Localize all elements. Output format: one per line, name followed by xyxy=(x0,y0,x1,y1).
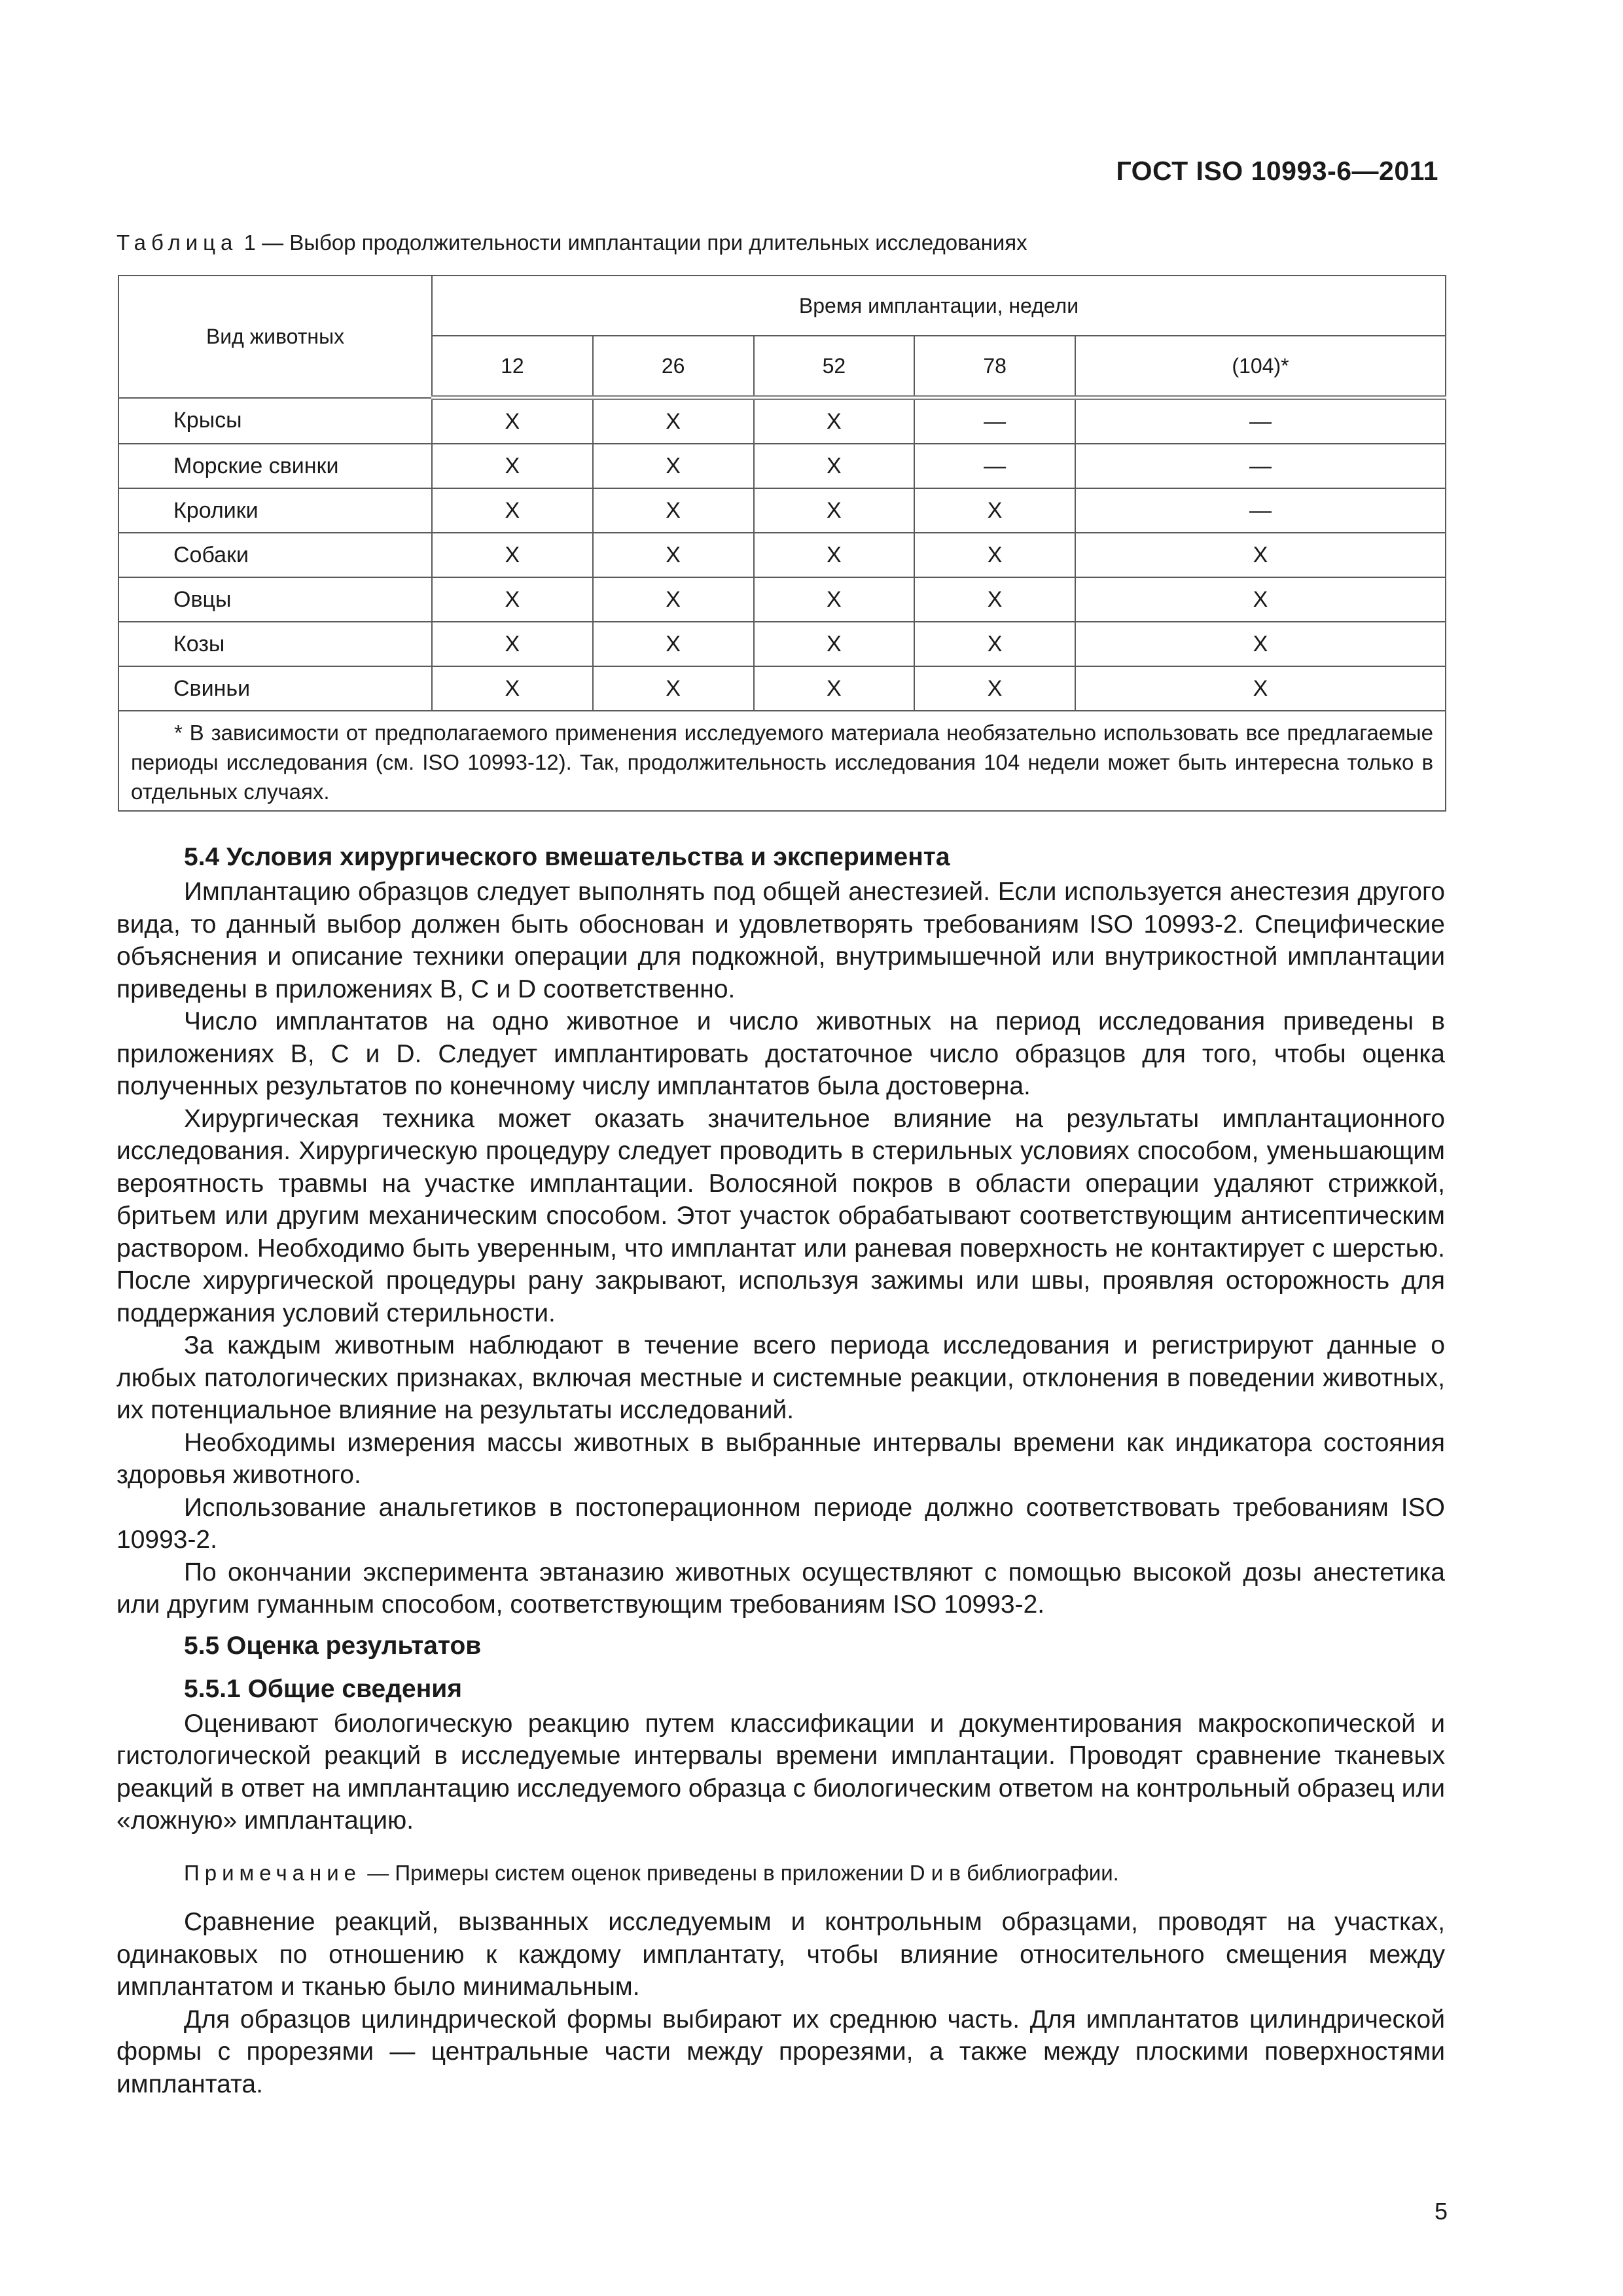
mark-cell: X xyxy=(593,577,754,622)
mark-cell: X xyxy=(593,488,754,533)
note-label: Примечание xyxy=(184,1860,362,1885)
table-footnote xyxy=(118,711,1446,811)
section-heading-5-4: 5.4 Условия хирургического вмешательства и эксперимента xyxy=(184,843,950,871)
mark-cell: X xyxy=(432,577,593,622)
table-caption-number: 1 xyxy=(243,230,256,255)
paragraph: Для образцов цилиндрической формы выбирают их среднюю часть. Для имплантатов цилиндрической формы с прорезями — центральные части между прорезями, а также между плоскими поверхностями имплантата. xyxy=(116,2005,1445,2098)
mark-cell: X xyxy=(432,533,593,577)
table-footnote-row xyxy=(118,711,1446,811)
mark-cell: X xyxy=(593,398,754,444)
col-header-week: (104)* xyxy=(1075,336,1446,398)
table-row xyxy=(118,577,1446,622)
table-row xyxy=(118,398,1446,444)
animal-cell: Свиньи xyxy=(118,666,432,711)
table-caption-text: — Выбор продолжительности имплантации при длительных исследованиях xyxy=(262,230,1027,255)
table-row xyxy=(118,488,1446,533)
mark-cell: X xyxy=(432,398,593,444)
animal-cell: Собаки xyxy=(118,533,432,577)
mark-cell: X xyxy=(593,622,754,666)
page-number: 5 xyxy=(1434,2198,1448,2225)
paragraph: Использование анальгетиков в постоперационном периоде должно соответствовать требованиям ISO 10993-2. xyxy=(116,1493,1445,1554)
table-row xyxy=(118,533,1446,577)
mark-cell: X xyxy=(432,488,593,533)
mark-cell: X xyxy=(754,398,915,444)
mark-cell: X xyxy=(432,666,593,711)
col-header-animal: Вид животных xyxy=(118,276,432,398)
table-row xyxy=(118,666,1446,711)
mark-cell: X xyxy=(754,488,915,533)
section-heading-5-5: 5.5 Оценка результатов xyxy=(184,1631,482,1660)
table-footnote-text: * В зависимости от предполагаемого применения исследуемого материала необязательно использовать все предлагаемые периоды исследования (см. ISO 10993-12). Так, продолжительность исследования 104 недели может быть интересна только в отдельных случаях. xyxy=(131,721,1433,804)
mark-cell: — xyxy=(1075,444,1446,488)
mark-cell: X xyxy=(914,533,1075,577)
table-caption xyxy=(116,230,1524,255)
document-header: ГОСТ ISO 10993-6—2011 xyxy=(1116,156,1438,186)
col-header-week: 12 xyxy=(432,336,593,398)
mark-cell: X xyxy=(432,622,593,666)
mark-cell: X xyxy=(593,533,754,577)
mark-cell: X xyxy=(754,533,915,577)
animal-cell: Крысы xyxy=(118,398,432,444)
mark-cell: X xyxy=(593,666,754,711)
col-header-week: 52 xyxy=(754,336,915,398)
note-text: — Примеры систем оценок приведены в приложении D и в библиографии. xyxy=(367,1860,1119,1885)
mark-cell: X xyxy=(914,488,1075,533)
mark-cell: X xyxy=(914,577,1075,622)
animal-cell: Морские свинки xyxy=(118,444,432,488)
col-header-week: 26 xyxy=(593,336,754,398)
col-header-week: 78 xyxy=(914,336,1075,398)
mark-cell: — xyxy=(914,444,1075,488)
paragraph: За каждым животным наблюдают в течение всего периода исследования и регистрируют данные о любых патологических признаках, включая местные и системные реакции, отклонения в поведении животных, их потенциальное влияние на результаты исследований. xyxy=(116,1331,1445,1424)
paragraph: Необходимы измерения массы животных в выбранные интервалы времени как индикатора состояния здоровья животного. xyxy=(116,1428,1445,1489)
paragraph: Имплантацию образцов следует выполнять под общей анестезией. Если используется анестезия другого вида, то данный выбор должен быть обоснован и удовлетворять требованиям ISO 10993-2. Специфические объяснения и описание техники операции для подкожной, внутримышечной или внутрикостной имплантации приведены в приложениях В, С и D соответственно. xyxy=(116,878,1445,1003)
mark-cell: X xyxy=(1075,666,1446,711)
animal-cell: Козы xyxy=(118,622,432,666)
mark-cell: — xyxy=(1075,398,1446,444)
mark-cell: X xyxy=(914,666,1075,711)
col-header-implantation-time: Время имплантации, недели xyxy=(432,276,1446,336)
mark-cell: X xyxy=(754,622,915,666)
body-text xyxy=(116,839,1445,2100)
animal-cell: Овцы xyxy=(118,577,432,622)
mark-cell: X xyxy=(754,666,915,711)
mark-cell: X xyxy=(1075,622,1446,666)
mark-cell: — xyxy=(914,398,1075,444)
mark-cell: — xyxy=(1075,488,1446,533)
mark-cell: X xyxy=(914,622,1075,666)
paragraph: По окончании эксперимента эвтаназию животных осуществляют с помощью высокой дозы анестетика или другим гуманным способом, соответствующим требованиям ISO 10993-2. xyxy=(116,1558,1445,1619)
table-row xyxy=(118,444,1446,488)
paragraph: Хирургическая техника может оказать значительное влияние на результаты имплантационного исследования. Хирургическую процедуру следует проводить в стерильных условиях способом, уменьшающим вероятность травмы на участке имплантации. Волосяной покров в области операции удаляют стрижкой, бритьем или другим механическим способом. Этот участок обрабатывают соответствующим антисептическим раствором. Необходимо быть уверенным, что имплантат или раневая поверхность не контактирует с шерстью. После хирургической процедуры рану закрывают, используя зажимы или швы, проявляя осторожность для поддержания условий стерильности. xyxy=(116,1104,1445,1327)
mark-cell: X xyxy=(1075,533,1446,577)
mark-cell: X xyxy=(754,577,915,622)
paragraph: Число имплантатов на одно животное и число животных на период исследования приведены в приложениях В, С и D. Следует имплантировать достаточное число образцов для того, чтобы оценка полученных результатов по конечному числу имплантатов была достоверна. xyxy=(116,1007,1445,1100)
implantation-duration-table xyxy=(118,275,1446,812)
animal-cell: Кролики xyxy=(118,488,432,533)
note xyxy=(116,1857,1445,1890)
mark-cell: X xyxy=(593,444,754,488)
mark-cell: X xyxy=(432,444,593,488)
section-heading-5-5-1: 5.5.1 Общие сведения xyxy=(184,1674,462,1703)
mark-cell: X xyxy=(1075,577,1446,622)
mark-cell: X xyxy=(754,444,915,488)
table-caption-label: Таблица xyxy=(116,230,238,255)
paragraph: Сравнение реакций, вызванных исследуемым и контрольным образцами, проводят на участках, одинаковых по отношению к каждому имплантату, чтобы влияние относительного смещения между имплантатом и тканью было минимальным. xyxy=(116,1908,1445,2001)
table-row xyxy=(118,622,1446,666)
paragraph: Оценивают биологическую реакцию путем классификации и документирования макроскопической и гистологической реакций в исследуемые интервалы времени имплантации. Проводят сравнение тканевых реакций в ответ на имплантацию исследуемого образца с биологическим ответом на контрольный образец или «ложную» имплантацию. xyxy=(116,1709,1445,1835)
